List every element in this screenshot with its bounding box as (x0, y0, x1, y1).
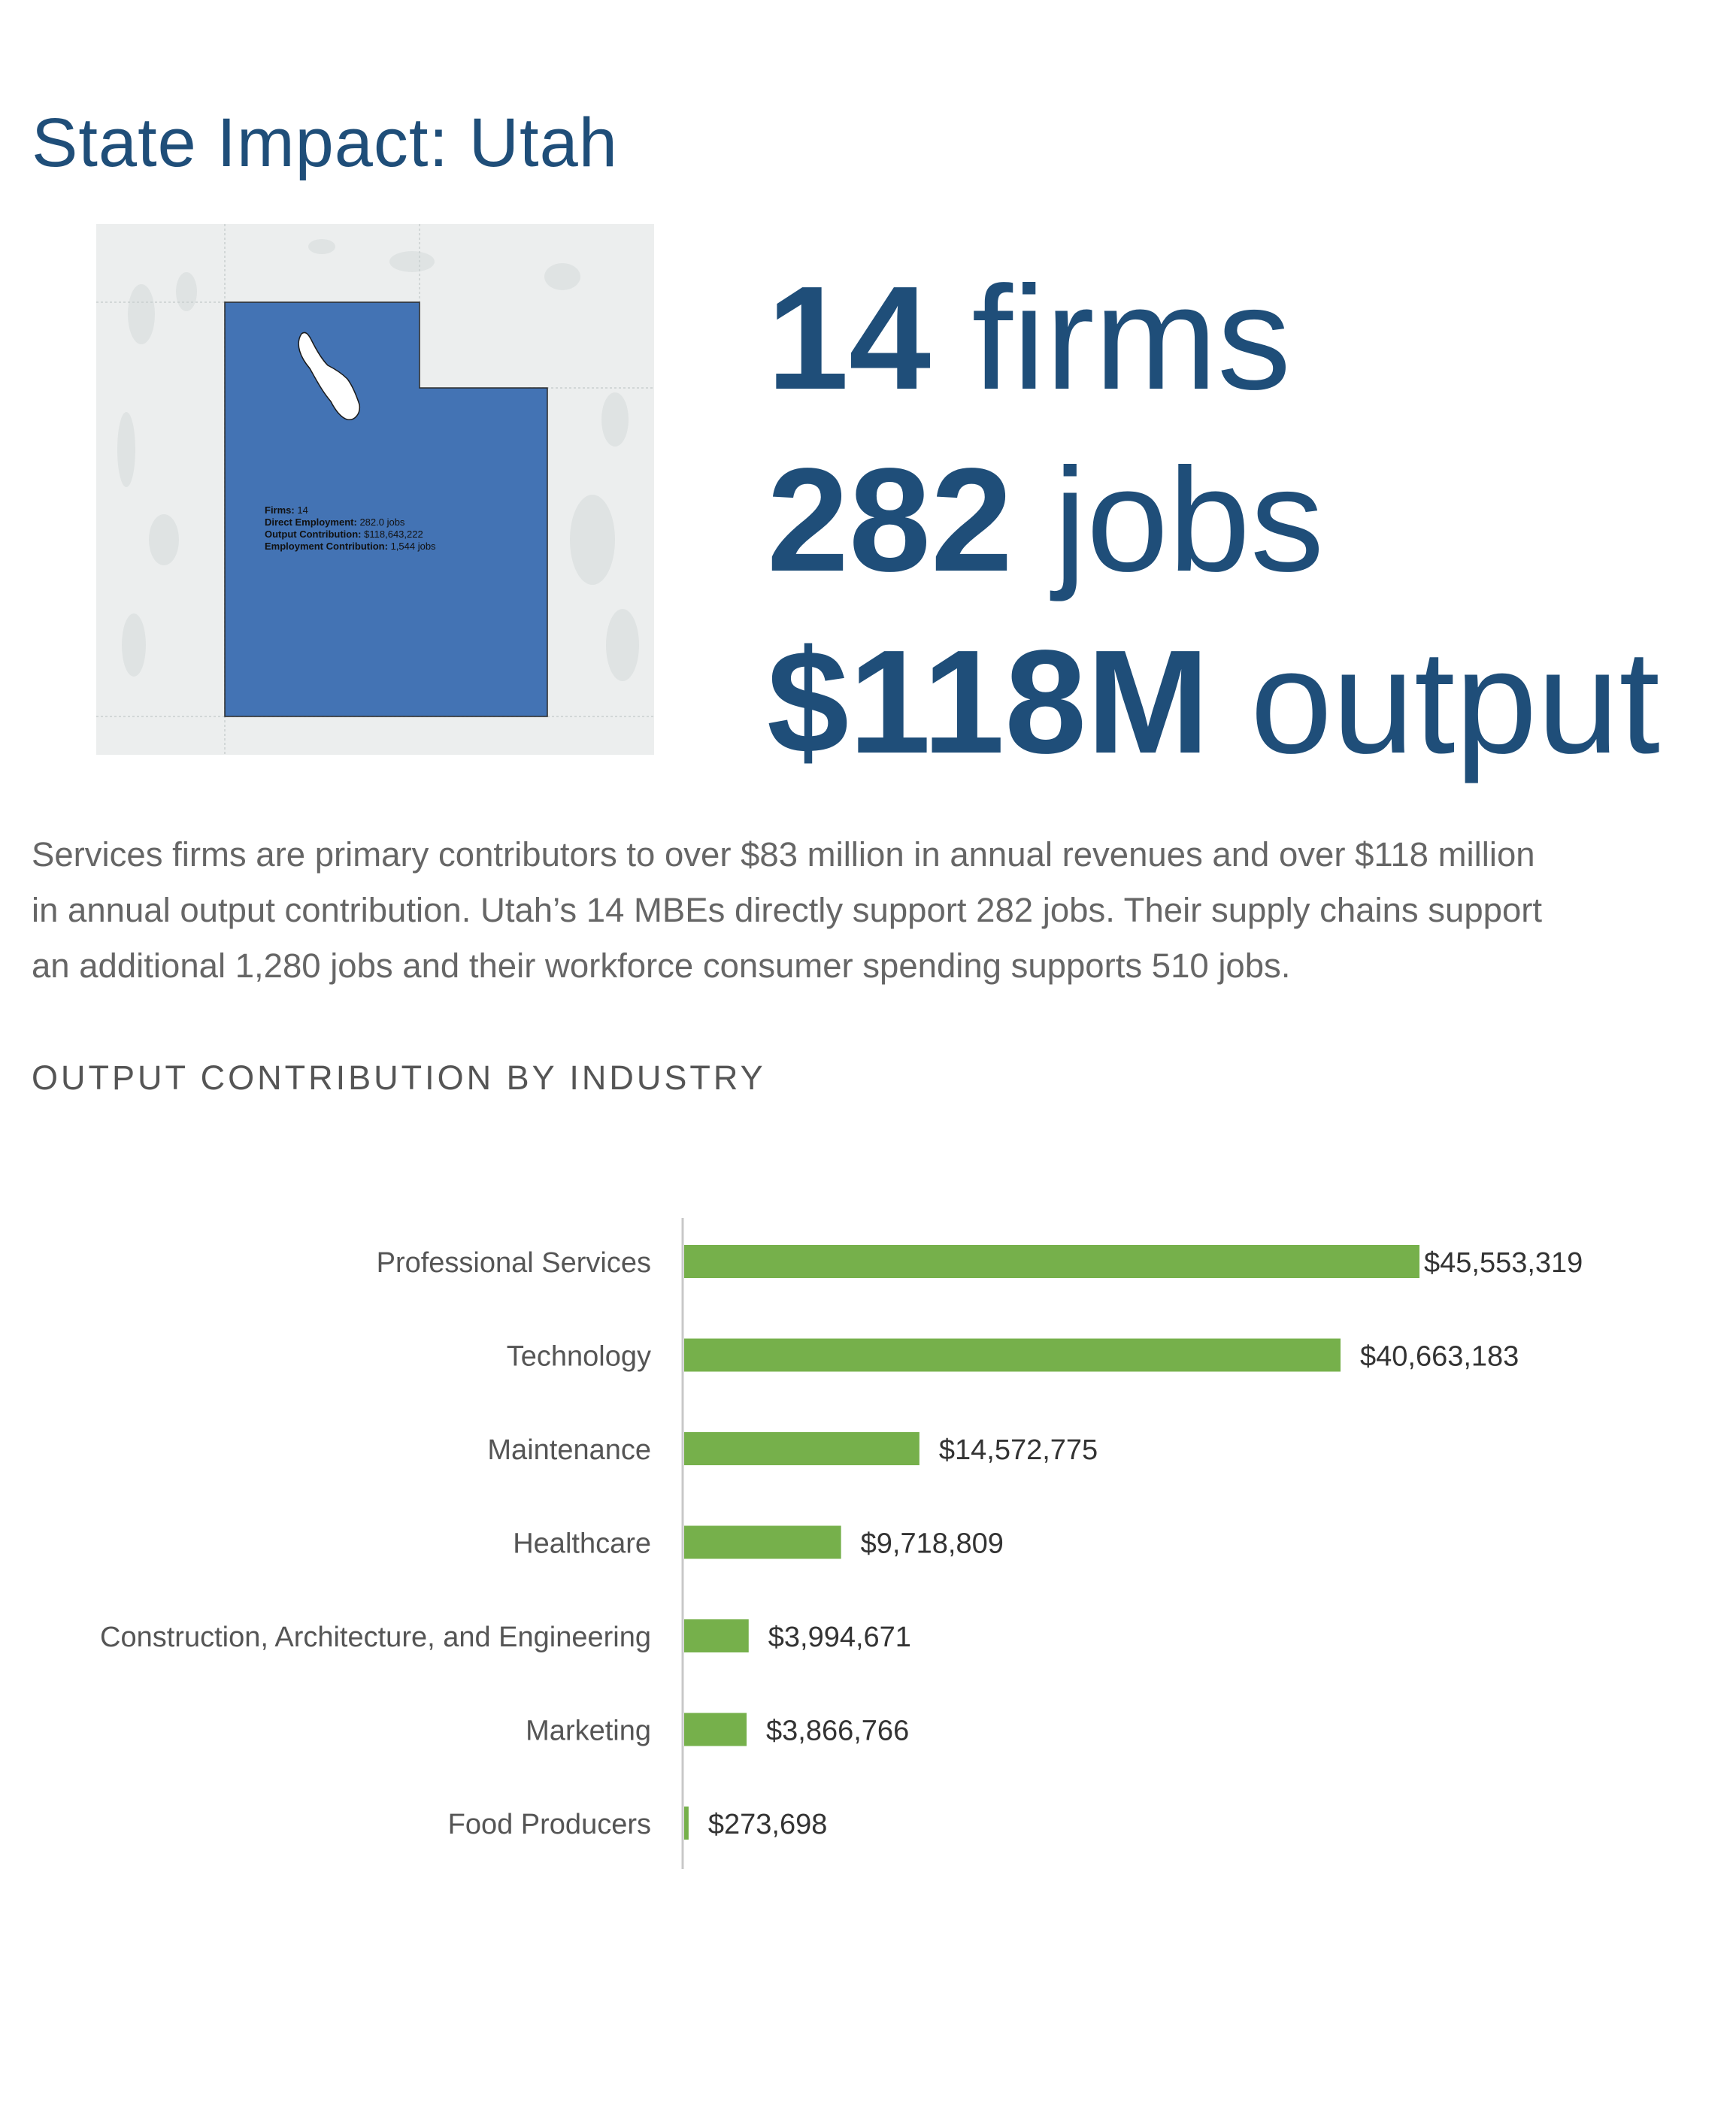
tooltip-employment-contribution: Employment Contribution: 1,544 jobs (265, 541, 436, 552)
headline-firms (767, 256, 1292, 420)
headline-output-number: $118M (767, 619, 1210, 784)
bar[interactable] (684, 1619, 749, 1652)
bar-value-label: $14,572,775 (938, 1434, 1098, 1466)
page-title: State Impact: Utah (32, 104, 618, 181)
bar[interactable] (684, 1245, 1419, 1278)
bar[interactable] (684, 1526, 841, 1559)
headline-output-unit: output (1250, 619, 1660, 784)
utah-map-graphic (96, 224, 654, 755)
headline-output (767, 619, 1660, 784)
headline-jobs-number: 282 (767, 438, 1013, 602)
bar-value-label: $3,994,671 (768, 1622, 911, 1653)
headline-jobs (767, 438, 1325, 602)
summary-line: Services firms are primary contributors to over $83 million in annual revenues and over $118 million (32, 835, 1535, 874)
category-label: Construction, Architecture, and Engineering (100, 1622, 651, 1653)
bar-value-label: $45,553,319 (1424, 1247, 1583, 1279)
bar-value-label: $40,663,183 (1360, 1340, 1519, 1373)
headline-firms-number: 14 (767, 256, 932, 420)
bar[interactable] (684, 1432, 920, 1465)
bar-value-label: $3,866,766 (766, 1715, 910, 1747)
category-label: Maintenance (487, 1434, 651, 1466)
output-by-industry-chart (0, 1203, 1736, 1879)
bar-value-label: $9,718,809 (860, 1528, 1004, 1560)
state-map[interactable] (96, 224, 654, 755)
category-label: Food Producers (447, 1809, 651, 1840)
section-heading: OUTPUT CONTRIBUTION BY INDUSTRY (32, 1059, 766, 1097)
category-label: Marketing (526, 1715, 651, 1747)
category-label: Technology (506, 1340, 651, 1373)
headline-jobs-unit: jobs (1053, 438, 1325, 602)
tooltip-firms: Firms: 14 (265, 504, 308, 516)
bar[interactable] (684, 1713, 747, 1746)
bar[interactable] (684, 1339, 1341, 1372)
headline-firms-unit: firms (971, 256, 1292, 420)
summary-paragraph (32, 827, 1716, 994)
bar-value-label: $273,698 (707, 1809, 828, 1840)
category-label: Professional Services (376, 1247, 651, 1279)
tooltip-output-contribution: Output Contribution: $118,643,222 (265, 529, 423, 540)
summary-line: an additional 1,280 jobs and their workforce consumer spending supports 510 jobs. (32, 946, 1291, 985)
tooltip-direct-employment: Direct Employment: 282.0 jobs (265, 516, 405, 528)
bar[interactable] (684, 1807, 689, 1840)
category-label: Healthcare (513, 1528, 651, 1560)
summary-line: in annual output contribution. Utah’s 14 MBEs directly support 282 jobs. Their supply chains support (32, 891, 1543, 929)
